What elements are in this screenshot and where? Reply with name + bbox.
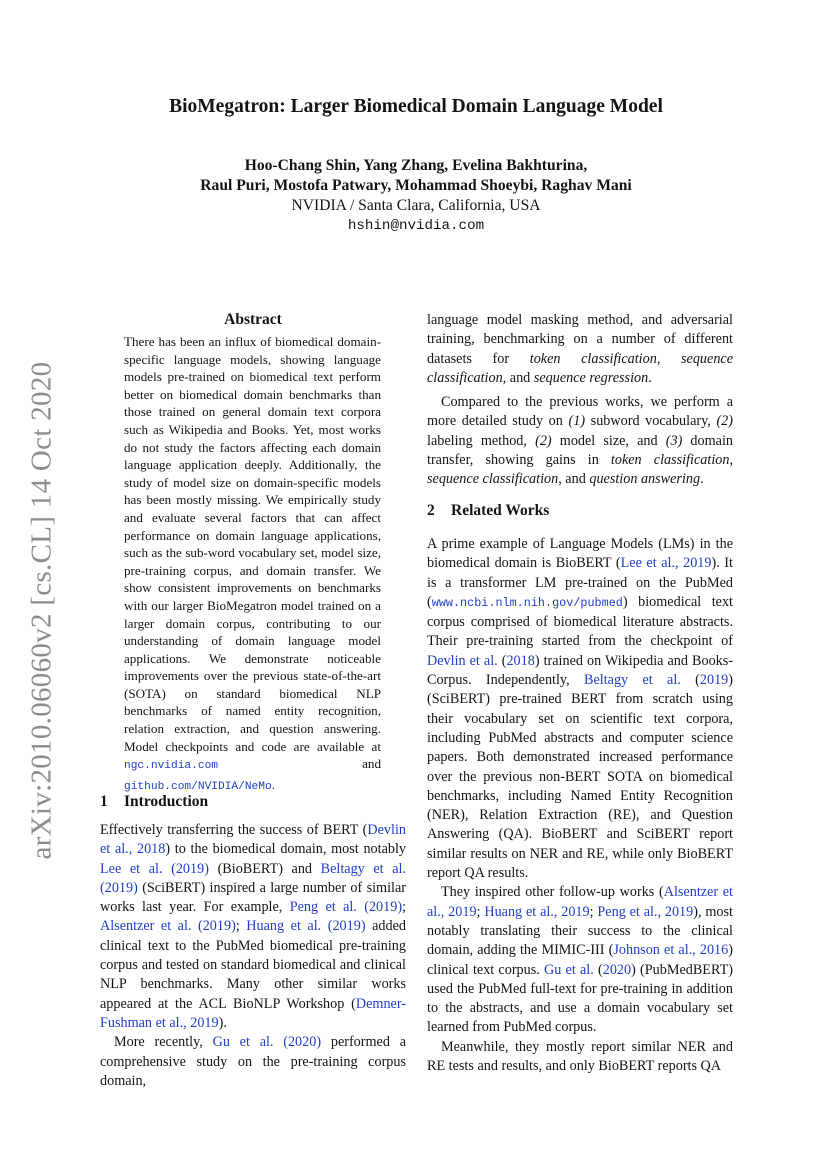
text-span: ; <box>402 899 406 916</box>
text-span: They inspired other follow-up works ( <box>441 884 664 901</box>
affiliation: NVIDIA / Santa Clara, California, USA <box>291 197 541 214</box>
section-1-title: Introduction <box>124 793 209 810</box>
text-span: Meanwhile, they mostly report similar NER and RE tests and results, and only BioBERT reports QA <box>427 1038 733 1075</box>
text-span: ) to the biomedical domain, most notably <box>165 841 406 858</box>
text-span: ) (PubMedBERT) used the PubMed full-text for pre-training in addition to the abstracts, and use a domain vocabulary set learned from PubMed corpus. <box>427 961 733 1036</box>
right-column-continuation <box>427 311 733 490</box>
arxiv-identifier-stamp <box>24 361 60 859</box>
text-span: added clinical text to the PubMed biomedical pre-training corpus and tested on standard biomedical and clinical NLP benchmarks. Many other similar works appeared at the ACL BioNLP Workshop ( <box>100 918 406 1012</box>
text-span: . <box>648 369 652 386</box>
text-span: , and <box>502 369 534 386</box>
section-1-number: 1 <box>100 793 108 810</box>
citation-link[interactable]: 2018 <box>506 652 535 669</box>
text-span: Compared to the previous works, we perform a more detailed study on <box>427 394 733 430</box>
citation-link[interactable]: Beltagy et al. (2019) <box>100 860 407 896</box>
section-2-heading <box>427 501 549 521</box>
citation-link[interactable]: Peng et al. (2019) <box>289 899 403 916</box>
related-paragraph-2 <box>427 883 733 1037</box>
section-1-heading <box>100 792 208 812</box>
author-line-1: Hoo-Chang Shin, Yang Zhang, Evelina Bakhturina, <box>244 157 588 174</box>
text-span: ) clinical text corpus. <box>427 942 733 978</box>
emphasis-span: (2) <box>535 432 552 449</box>
emphasis-span: (3) <box>665 432 683 449</box>
pubmed-url-link[interactable]: www.ncbi.nlm.nih.gov/pubmed <box>431 595 623 610</box>
text-span: model size, and <box>551 432 666 449</box>
text-span: ( <box>680 672 700 689</box>
text-span: Effectively transferring the success of BERT ( <box>100 822 368 838</box>
citation-link[interactable]: Demner-Fushman et al., 2019 <box>100 995 406 1031</box>
citation-link[interactable]: Huang et al., 2019 <box>484 903 590 920</box>
citation-link[interactable]: Devlin et al. <box>427 652 498 669</box>
arxiv-identifier-text: arXiv:2010.06060v2 [cs.CL] 14 Oct 2020 <box>25 361 58 859</box>
intro-paragraph-1 <box>100 821 406 1033</box>
citation-link[interactable]: Lee et al. (2019) <box>100 860 209 877</box>
abstract-and: and <box>362 756 381 772</box>
paper-title: BioMegatron: Larger Biomedical Domain Language Model <box>169 96 663 117</box>
citation-link[interactable]: Alsentzer et al. (2019) <box>100 918 236 935</box>
text-span: . <box>700 471 704 488</box>
citation-link[interactable]: 2020 <box>602 961 632 978</box>
citation-link[interactable]: Lee et al., 2019 <box>620 555 712 572</box>
abstract-text: There has been an influx of biomedical domain-specific language models, showing language models pre-trained on biomedical text perform better on biomedical domain benchmarks than those trained on general domain text corpora such as Wikipedia and Books. Yet, most works do not study the factors affecting each domain language application deeply. Additionally, the study of model size on domain-specific models has been mostly missing. We empirically study and evaluate several factors that can affect performance on domain language applications, such as the sub-word vocabulary set, model size, pre-training corpus, and domain transfer. We show consistent improvements on benchmarks with our larger BioMegatron model trained on a larger domain corpus, contributing to our understanding of domain language model applications. We demonstrate noticeable improvements over the previous state-of-the-art (SOTA) on standard biomedical NLP benchmarks of named entity recognition, relation extraction, and question answering. Model checkpoints and code are available at <box>124 334 381 754</box>
related-paragraph-3 <box>427 1038 733 1077</box>
emphasis-span: token classification <box>529 350 657 367</box>
author-block <box>100 156 732 236</box>
introduction-body <box>100 821 406 1091</box>
text-span: , <box>656 350 682 367</box>
text-span: More recently, <box>114 1034 213 1051</box>
abstract-body <box>124 333 381 796</box>
emphasis-span: sequence classification <box>427 350 734 386</box>
citation-link[interactable]: Devlin et al., 2018 <box>100 822 406 858</box>
section-2-title: Related Works <box>451 502 550 519</box>
text-span: labeling method, <box>427 432 536 449</box>
text-span: performed a comprehensive study on the pre-training corpus domain, <box>100 1034 406 1089</box>
emphasis-span: question answering <box>589 471 701 488</box>
text-span: ) trained on Wikipedia and Books-Corpus. Independently, <box>427 652 733 689</box>
text-span: ). It is a transformer LM pre-trained on the PubMed ( <box>427 555 733 610</box>
intro-paragraph-2 <box>100 1033 406 1091</box>
citation-link[interactable]: Alsentzer et al., 2019 <box>427 884 733 920</box>
text-span: , <box>729 452 733 469</box>
emphasis-span: (1) <box>568 413 586 430</box>
abstract-heading: Abstract <box>224 311 282 328</box>
author-email[interactable]: hshin@nvidia.com <box>347 218 485 234</box>
citation-link[interactable]: 2019 <box>699 672 729 689</box>
related-works-body <box>427 535 733 1076</box>
text-span: ) (SciBERT) pre-trained BERT from scratch using their vocabulary set on scientific text corpora, including PubMed abstracts and computer science papers. Both demonstrated increased performance over the previous non-BERT SOTA on biomedical benchmarks, including Named Entity Recognition (NER), Relation Extraction (RE), and Question Answering (QA). BioBERT and SciBERT report similar results on NER and RE, while only BioBERT report QA results. <box>427 672 733 882</box>
author-line-2: Raul Puri, Mostofa Patwary, Mohammad Shoeybi, Raghav Mani <box>200 177 632 194</box>
text-span: ; <box>235 918 247 935</box>
abstract-end: . <box>271 776 275 792</box>
contribution-paragraph <box>427 393 733 489</box>
citation-link[interactable]: Huang et al. (2019) <box>246 918 366 935</box>
continuation-paragraph <box>427 311 733 388</box>
text-span: ; <box>589 903 598 920</box>
text-span: ), most notably translating their success to the clinical domain, adding the MIMIC-III ( <box>427 903 733 959</box>
text-span: (SciBERT) inspired a large number of similar works last year. For example, <box>100 879 406 916</box>
citation-link[interactable]: Peng et al., 2019 <box>597 903 694 920</box>
section-2-number: 2 <box>427 502 435 519</box>
citation-link[interactable]: Gu et al. <box>544 961 594 978</box>
emphasis-span: sequence classification <box>427 471 559 488</box>
text-span: ). <box>218 1014 227 1031</box>
text-span: (BioBERT) and <box>208 860 321 877</box>
emphasis-span: token classification <box>610 452 730 469</box>
text-span: domain transfer, showing gains in <box>427 432 733 469</box>
citation-link[interactable]: Beltagy et al. <box>584 672 681 689</box>
related-paragraph-1 <box>427 535 733 883</box>
text-span: A prime example of Language Models (LMs) in the biomedical domain is BioBERT ( <box>427 536 733 572</box>
text-span: ( <box>497 652 507 669</box>
text-span: ( <box>593 961 603 978</box>
emphasis-span: (2) <box>716 413 733 430</box>
citation-link[interactable]: Johnson et al., 2016 <box>613 942 729 959</box>
github-link[interactable]: github.com/NVIDIA/NeMo <box>124 780 272 793</box>
text-span: ) biomedical text corpus comprised of biomedical literature abstracts. Their pre-training started from the checkpoint of <box>427 593 733 650</box>
citation-link[interactable]: Gu et al. (2020) <box>212 1034 322 1051</box>
text-span: ; <box>476 903 485 920</box>
ngc-link[interactable]: ngc.nvidia.com <box>124 760 218 773</box>
text-span: subword vocabulary, <box>585 413 717 430</box>
emphasis-span: sequence regression <box>533 369 649 386</box>
text-span: , and <box>558 471 590 488</box>
text-span: language model masking method, and adversarial training, benchmarking on a number of different datasets for <box>427 312 733 367</box>
